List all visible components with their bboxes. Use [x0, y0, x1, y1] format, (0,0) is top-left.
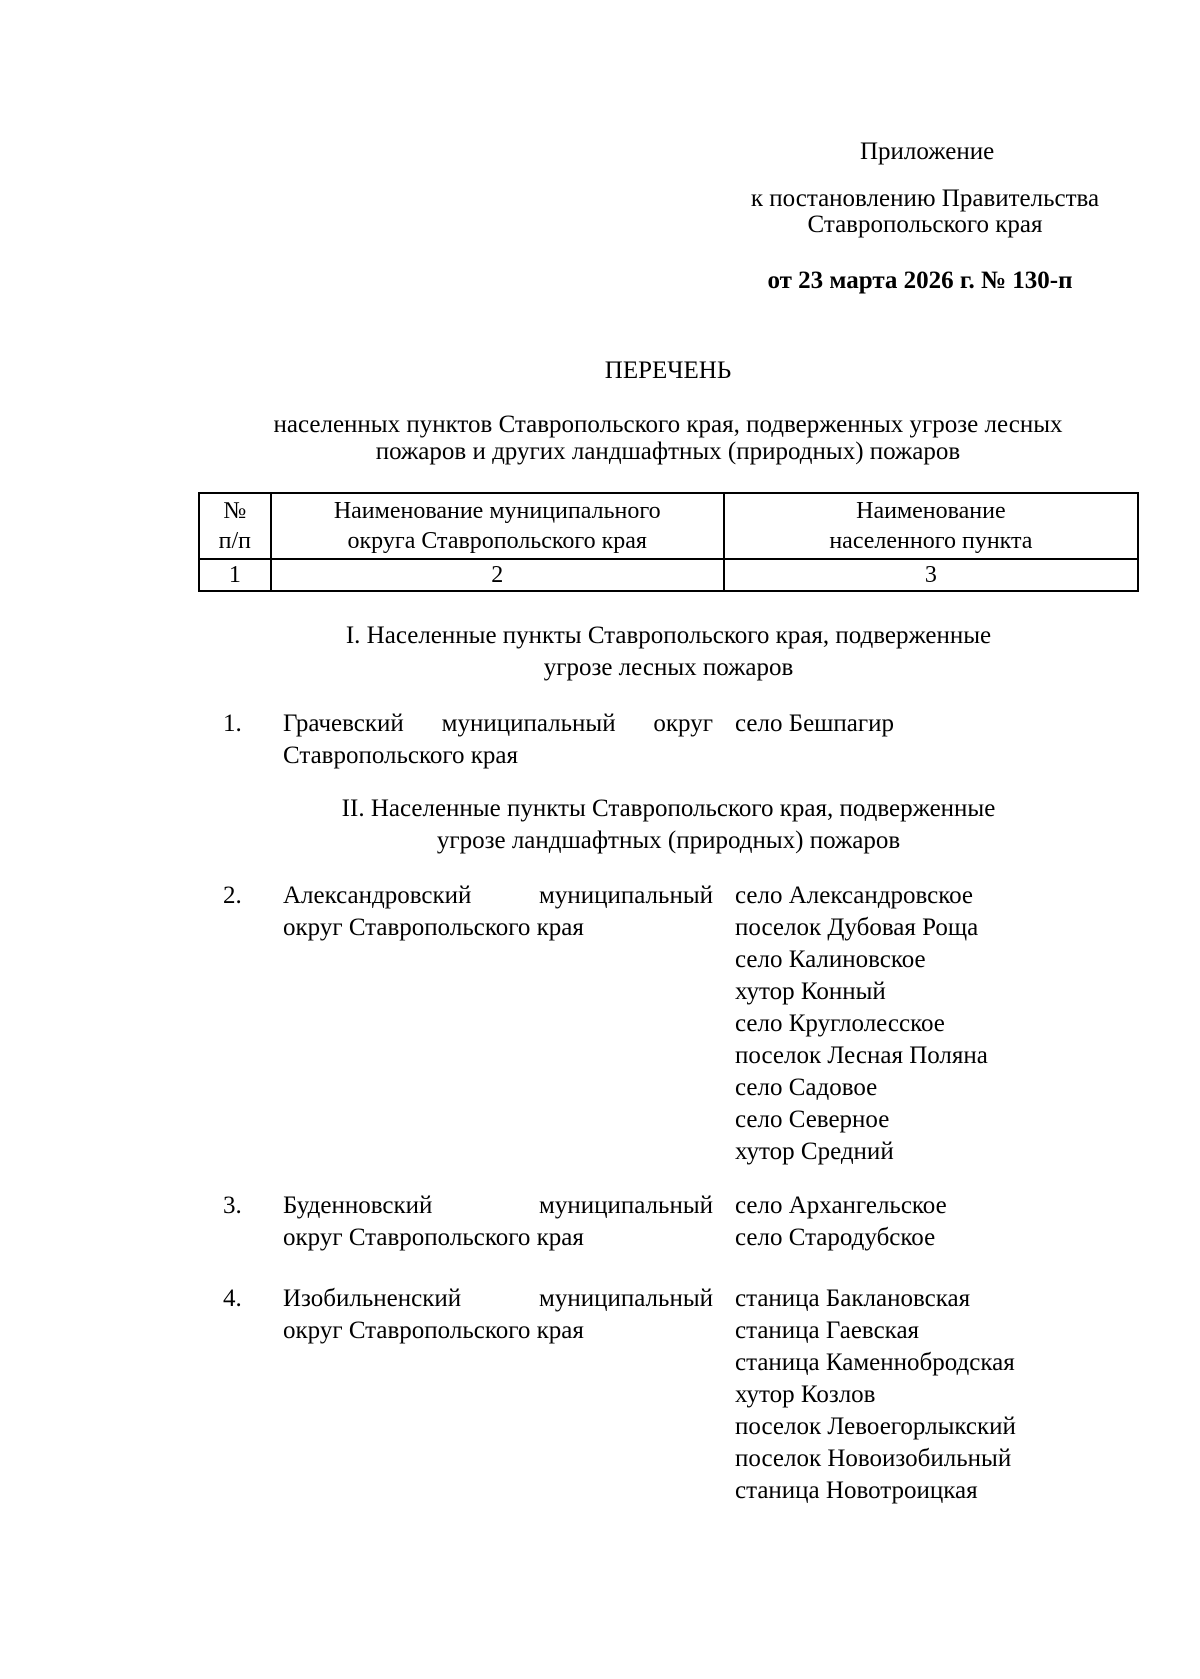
- header-table-row: [199, 493, 1138, 559]
- section-heading-2: [198, 793, 1139, 857]
- header-cell-district-line1: Наименование муниципального: [333, 498, 661, 524]
- document-title: ПЕРЕЧЕНЬ: [604, 357, 732, 384]
- place-name: хутор Козлов: [735, 1381, 876, 1408]
- place-name: поселок Дубовая Роща: [735, 914, 979, 941]
- item-district-line1: [283, 1283, 713, 1315]
- item-district: [283, 1190, 713, 1254]
- place-name: село Калиновское: [735, 946, 926, 973]
- item-district-word: Александровский: [283, 882, 472, 909]
- item-district-line1: [283, 1190, 713, 1222]
- place-name: хутор Средний: [735, 1138, 894, 1165]
- header-cell-settlement-line2: населенного пункта: [829, 528, 1033, 554]
- item-district-line2: округ Ставропольского края: [283, 1317, 584, 1344]
- place-name: село Стародубское: [735, 1224, 936, 1251]
- place-name: поселок Левоегорлыкский: [735, 1413, 1016, 1440]
- section-heading-2-line1: II. Населенные пункты Ставропольского края, подверженные: [341, 795, 996, 822]
- place-name: станица Баклановская: [735, 1285, 971, 1312]
- section-heading-2-line2: угрозе ландшафтных (природных) пожаров: [436, 827, 901, 854]
- item-district: [283, 880, 713, 944]
- place-name: село Архангельское: [735, 1192, 947, 1219]
- item-district-word: Изобильненский: [283, 1285, 462, 1312]
- place-name: поселок Лесная Поляна: [735, 1042, 988, 1069]
- item-district-line2: Ставропольского края: [283, 742, 518, 769]
- item-number: 1.: [223, 710, 242, 737]
- appendix-reference-line2: Ставропольского края: [807, 211, 1043, 238]
- header-cell-district: [271, 493, 724, 559]
- section-heading-1-line2: угрозе лесных пожаров: [543, 654, 794, 681]
- item-places: [735, 708, 1155, 740]
- section-heading-1: [198, 620, 1139, 684]
- header-cell-district-line2: округа Ставропольского края: [347, 528, 647, 554]
- appendix-reference: [700, 186, 1150, 238]
- item-district: [283, 1283, 713, 1347]
- header-cell-settlement: [724, 493, 1138, 559]
- header-cell-settlement-line1: Наименование: [856, 498, 1006, 524]
- place-name: хутор Конный: [735, 978, 886, 1005]
- item-district-line1: [283, 880, 713, 912]
- item-places: [735, 1283, 1155, 1507]
- column-number-1: 1: [199, 559, 271, 591]
- item-number: 3.: [223, 1192, 242, 1219]
- place-name: станица Каменнобродская: [735, 1349, 1015, 1376]
- section-heading-1-line1: I. Населенные пункты Ставропольского края, подверженные: [345, 622, 992, 649]
- appendix-title: Приложение: [860, 138, 995, 165]
- place-name: село Круглолесское: [735, 1010, 945, 1037]
- item-district-word: Грачевский: [283, 710, 404, 737]
- item-number: 2.: [223, 882, 242, 909]
- column-number-2: 2: [271, 559, 724, 591]
- item-district-line2: округ Ставропольского края: [283, 1224, 584, 1251]
- item-district-line1: [283, 708, 713, 740]
- item-district-line2: округ Ставропольского края: [283, 914, 584, 941]
- item-places: [735, 1190, 1155, 1254]
- header-cell-number-line1: №: [223, 498, 247, 524]
- header-cell-number-line2: п/п: [218, 528, 252, 554]
- item-number: 4.: [223, 1285, 242, 1312]
- place-name: село Садовое: [735, 1074, 878, 1101]
- place-name: село Бешпагир: [735, 710, 895, 737]
- item-district-word: Буденновский: [283, 1192, 433, 1219]
- appendix-reference-line1: к постановлению Правительства: [750, 185, 1100, 212]
- header-cell-number: [199, 493, 271, 559]
- column-numbers-row: [199, 559, 1138, 591]
- appendix-date: от 23 марта 2026 г. № 130-п: [767, 267, 1073, 294]
- place-name: станица Гаевская: [735, 1317, 920, 1344]
- item-district: [283, 708, 713, 772]
- place-name: поселок Новоизобильный: [735, 1445, 1012, 1472]
- item-district-word: муниципальный: [539, 882, 713, 909]
- document-subtitle: [198, 411, 1138, 465]
- column-number-3: 3: [724, 559, 1138, 591]
- document-subtitle-line1: населенных пунктов Ставропольского края, подверженных угрозе лесных: [273, 411, 1063, 438]
- place-name: село Северное: [735, 1106, 890, 1133]
- item-places: [735, 880, 1155, 1168]
- item-district-word: муниципальный: [441, 710, 616, 737]
- item-district-word: муниципальный: [539, 1192, 713, 1219]
- item-district-word: округ: [653, 710, 713, 737]
- header-table: [198, 492, 1139, 592]
- place-name: село Александровское: [735, 882, 974, 909]
- place-name: станица Новотроицкая: [735, 1477, 978, 1504]
- item-district-word: муниципальный: [539, 1285, 713, 1312]
- document-subtitle-line2: пожаров и других ландшафтных (природных) пожаров: [375, 438, 961, 465]
